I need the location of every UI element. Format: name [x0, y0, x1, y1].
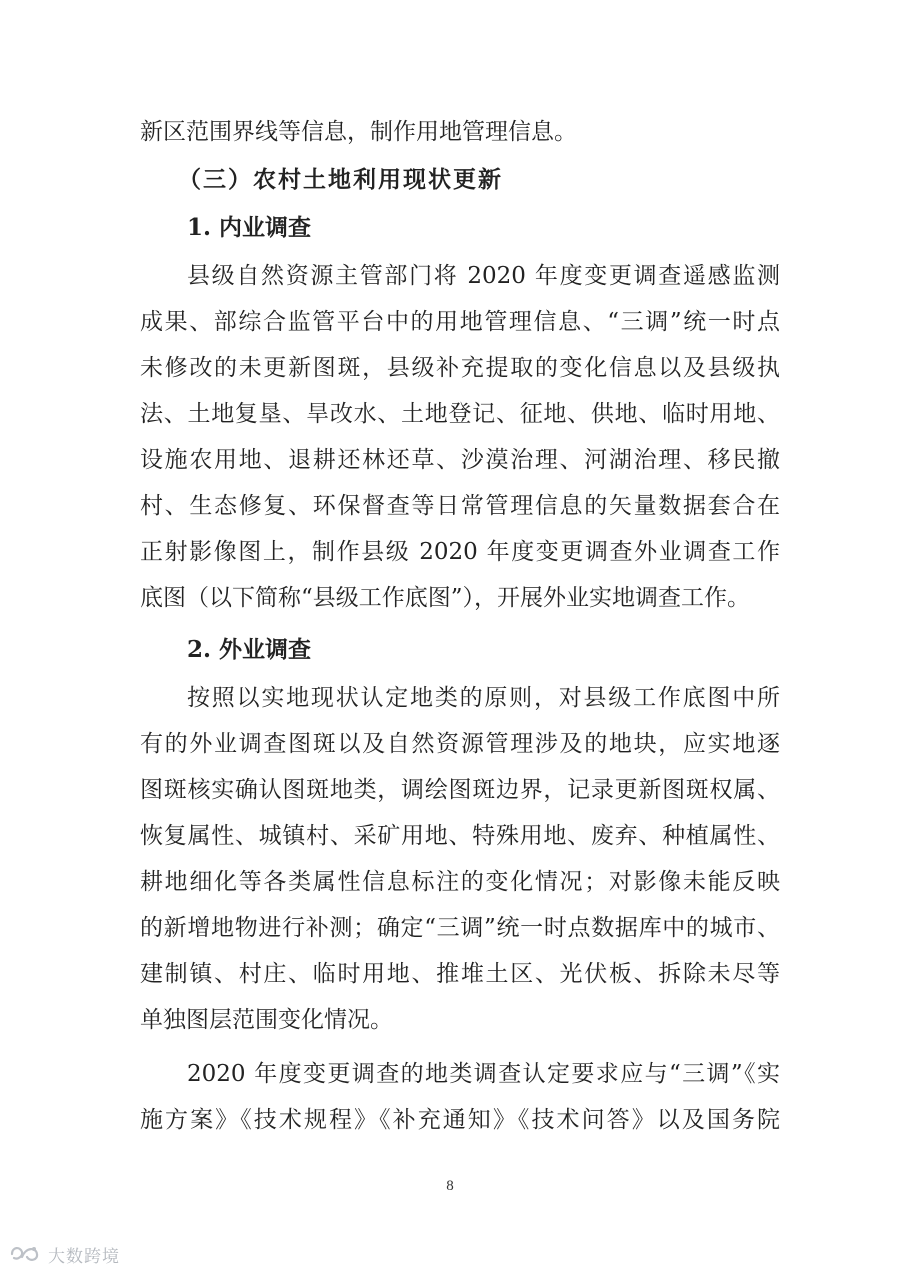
- paragraph-line: 未修改的未更新图斑，县级补充提取的变化信息以及县级执: [140, 355, 780, 381]
- paragraph-line: 底图（以下简称“县级工作底图”），开展外业实地调查工作。: [140, 585, 751, 611]
- paragraph-line: 图斑核实确认图斑地类，调绘图斑边界，记录更新图斑权属、: [140, 777, 780, 803]
- paragraph-line: 2020 年度变更调查的地类调查认定要求应与“三调”《实: [187, 1061, 780, 1087]
- paragraph-line: 耕地细化等各类属性信息标注的变化情况；对影像未能反映: [140, 869, 780, 895]
- subsection-heading: 1. 内业调查: [187, 214, 312, 241]
- paragraph-line: 成果、部综合监管平台中的用地管理信息、“三调”统一时点: [140, 309, 780, 335]
- watermark-text: 大数跨境: [48, 1246, 120, 1267]
- section-heading: （三）农村土地利用现状更新: [178, 166, 503, 193]
- paragraph-line: 县级自然资源主管部门将 2020 年度变更调查遥感监测: [187, 263, 780, 289]
- paragraph-line: 单独图层范围变化情况。: [140, 1007, 393, 1033]
- paragraph-line: 施方案》《技术规程》《补充通知》《技术问答》以及国务院: [140, 1107, 780, 1133]
- paragraph-line: 建制镇、村庄、临时用地、推堆土区、光伏板、拆除未尽等: [140, 961, 780, 987]
- paragraph-line: 按照以实地现状认定地类的原则，对县级工作底图中所: [187, 685, 780, 711]
- subsection-heading: 2. 外业调查: [187, 636, 312, 663]
- paragraph-line: 的新增地物进行补测；确定“三调”统一时点数据库中的城市、: [140, 915, 780, 941]
- paragraph-line: 村、生态修复、环保督查等日常管理信息的矢量数据套合在: [140, 493, 780, 519]
- paragraph-line: 恢复属性、城镇村、采矿用地、特殊用地、废弃、种植属性、: [140, 823, 780, 849]
- paragraph-line: 正射影像图上，制作县级 2020 年度变更调查外业调查工作: [140, 539, 780, 565]
- paragraph-line: 法、土地复垦、旱改水、土地登记、征地、供地、临时用地、: [140, 401, 780, 427]
- brand-logo-icon: [8, 1243, 42, 1265]
- paragraph-line: 设施农用地、退耕还林还草、沙漠治理、河湖治理、移民撤: [140, 447, 780, 473]
- watermark: [8, 1242, 120, 1266]
- paragraph-line: 新区范围界线等信息，制作用地管理信息。: [140, 119, 577, 145]
- page-number: 8: [446, 1178, 454, 1194]
- paragraph-line: 有的外业调查图斑以及自然资源管理涉及的地块，应实地逐: [140, 731, 780, 757]
